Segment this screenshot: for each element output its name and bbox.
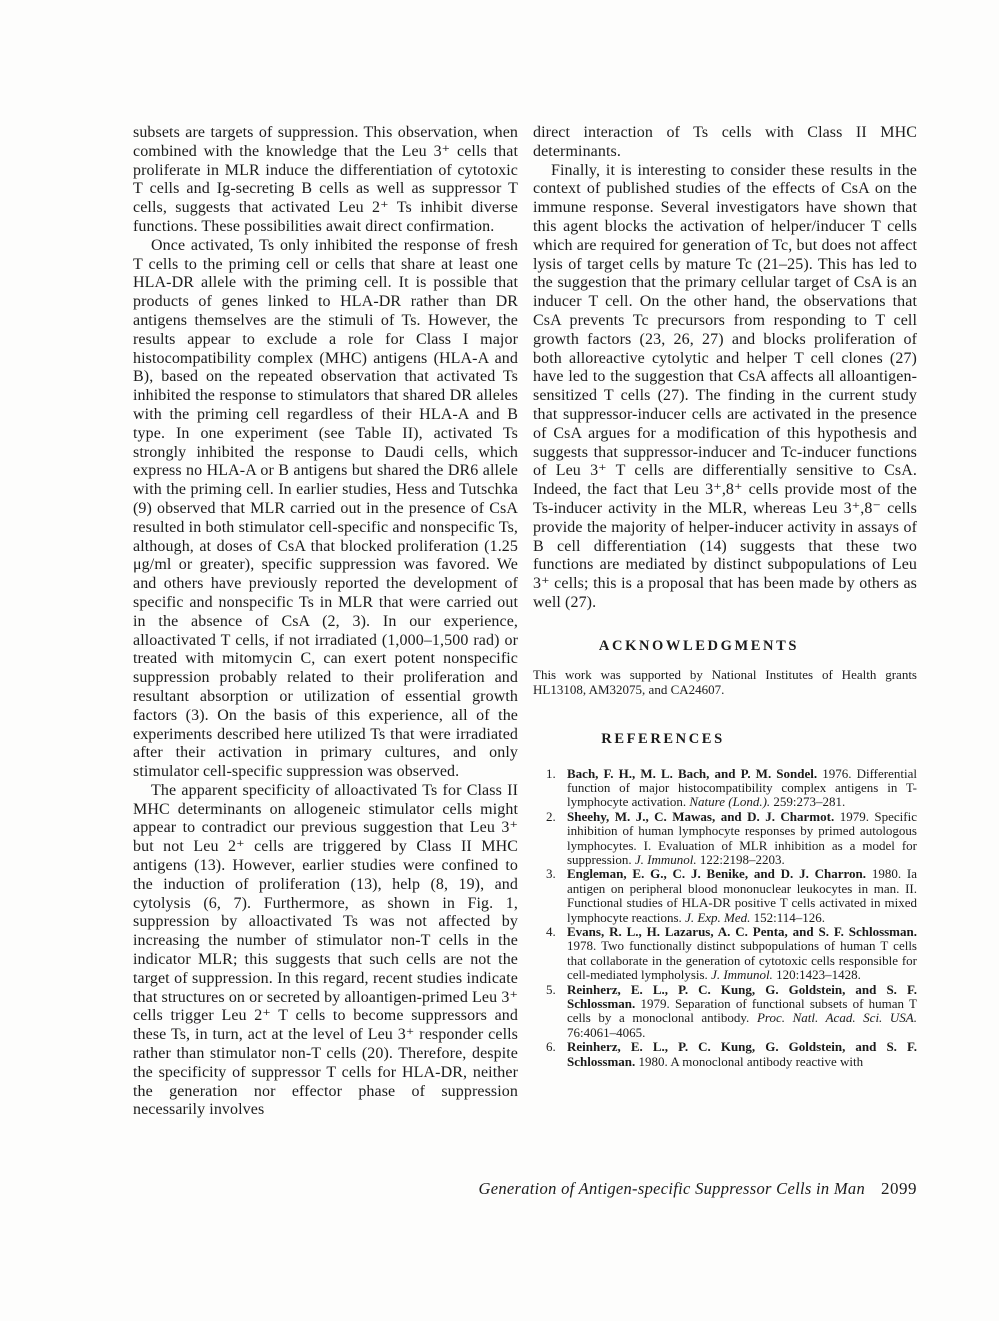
reference-item	[533, 1040, 917, 1069]
paragraph: subsets are targets of suppression. This observation, when combined with the knowledge that the Leu 3⁺ cells that proliferate in MLR induce the differentiation of cytotoxic T cells and Ig-secreting B cells as well as suppressor T cells, suggests that activated Leu 2⁺ Ts inhibit diverse functions. These possibilities await direct confirmation.	[133, 124, 518, 235]
references-heading: REFERENCES	[601, 730, 725, 747]
reference-item	[533, 767, 917, 810]
reference-number: 5.	[546, 981, 556, 997]
paragraph: Once activated, Ts only inhibited the response of fresh T cells to the priming cell or cells that share at least one HLA-DR allele with the priming cell. It is possible that products of genes linked to HLA-DR rather than DR antigens themselves are the stimuli of Ts. However, the results appear to exclude a role for Class I major histocompatibility complex (MHC) antigens (HLA-A and B), based on the repeated observation that activated Ts inhibited the response to stimulators that shared DR alleles with the priming cell regardless of their HLA-A and B type. In one experiment (see Table II), activated Ts strongly inhibited the response to Daudi cells, which express no HLA-A or B antigens but shared the DR6 allele with the priming cell. In earlier studies, Hess and Tutschka (9) observed that MLR carried out in the presence of CsA resulted in both stimulator cell-specific and nonspecific Ts, although, at doses of CsA that blocked proliferation (1.25 μg/ml or greater), specific suppression was favored. We and others have previously reported the development of specific and nonspecific Ts in MLR that were carried out in the absence of CsA (2, 3). In our experience, alloactivated T cells, if not irradiated (1,000–1,500 rad) or treated with mitomycin C, can exert potent nonspecific suppression probably related to their proliferation and resultant absorption or utilization of essential growth factors (3). On the basis of this experience, all of the experiments described here utilized Ts that were irradiated after their activation in primary cultures, and only stimulator cell-specific suppression was observed.	[133, 236, 518, 781]
reference-item	[533, 810, 917, 868]
reference-number: 1.	[546, 765, 556, 781]
running-title: Generation of Antigen-specific Suppressor Cells in Man	[478, 1179, 865, 1198]
left-column	[133, 124, 518, 1120]
reference-number: 3.	[546, 866, 556, 882]
acknowledgments-text: This work was supported by National Institutes of Health grants HL13108, AM32075, and CA24607.	[533, 666, 917, 698]
reference-item	[533, 983, 917, 1041]
page-footer	[479, 1179, 918, 1199]
reference-number: 2.	[546, 808, 556, 824]
paragraph: Finally, it is interesting to consider these results in the context of published studies of the effects of CsA on the immune response. Several investigators have shown that this agent blocks the activation of helper/inducer T cells which are required for generation of Tc, but does not affect lysis of target cells by mature Tc (21–25). This has led to the suggestion that the primary cellular target of CsA is an inducer T cell. On the other hand, the observations that CsA prevents Tc precursors from responding to T cell growth factors (23, 26, 27) and blocks proliferation of both alloreactive cytolytic and helper T cell clones (27) have led to the suggestion that CsA affects all alloantigen-sensitized T cells (27). The finding in the current study that suppressor-inducer cells are activated in the presence of CsA argues for a modification of this hypothesis and suggests that suppressor-inducer and Tc-inducer functions of Leu 3⁺ T cells are differentially sensitive to CsA. Indeed, the fact that Leu 3⁺,8⁺ cells provide most of the Ts-inducer activity in the MLR, whereas Leu 3⁺,8⁻ cells provide the majority of helper-inducer activity in assays of B cell differentiation (14) suggests that these two functions are mediated by distinct subpopulations of Leu 3⁺ cells; this is a proposal that has been made by others as well (27).	[533, 161, 917, 611]
references-list	[533, 767, 917, 1070]
reference-number: 4.	[546, 924, 556, 939]
reference-text: Reinherz, E. L., P. C. Kung, G. Goldstein, and S. F. Schlossman. 1980. A monoclonal antibody reactive with	[567, 1039, 917, 1069]
reference-text: Bach, F. H., M. L. Bach, and P. M. Sondel. 1976. Differential function of major histocompatibility complex antigens in T-lymphocyte activation. Nature (Lond.). 259:273–281.	[567, 765, 917, 810]
reference-text: Evans, R. L., H. Lazarus, A. C. Penta, and S. F. Schlossman. 1978. Two functionally distinct subpopulations of human T cells that collaborate in the generation of cytotoxic cells responsible for cell-mediated lympholysis. J. Immunol. 120:1423–1428.	[567, 924, 917, 983]
paragraph: direct interaction of Ts cells with Class II MHC determinants.	[533, 124, 917, 160]
reference-text: Engleman, E. G., C. J. Benike, and D. J. Charron. 1980. Ia antigen on peripheral blood mononuclear leukocytes in man. II. Functional studies of HLA-DR positive T cells activated in mixed lymphocyte reactions. J. Exp. Med. 152:114–126.	[567, 866, 918, 925]
reference-text: Sheehy, M. J., C. Mawas, and D. J. Charmot. 1979. Specific inhibition of human lymphocyte responses by primed autologous lymphocytes. I. Evaluation of MLR inhibition as a model for suppression. J. Immunol. 122:2198–2203.	[567, 808, 917, 867]
page-number: 2099	[881, 1179, 917, 1198]
reference-item	[533, 867, 917, 925]
reference-text: Reinherz, E. L., P. C. Kung, G. Goldstein, and S. F. Schlossman. 1979. Separation of functional subsets of human T cells by a monoclonal antibody. Proc. Natl. Acad. Sci. USA. 76:4061–4065.	[567, 981, 918, 1040]
acknowledgments-heading: ACKNOWLEDGMENTS	[598, 637, 800, 654]
paragraph: The apparent specificity of alloactivated Ts for Class II MHC determinants on allogeneic stimulator cells might appear to contradict our previous suggestion that Leu 3⁺ but not Leu 2⁺ cells are triggered by Class II MHC antigens (13). However, earlier studies were confined to the induction of proliferation (13), help (8, 19), and cytolysis (6, 7). Furthermore, as shown in Fig. 1, suppression by alloactivated Ts was not affected by increasing the number of stimulator non-T cells in the indicator MLR; this suggests that such cells are not the target of suppression. In this regard, recent studies indicate that structures on or secreted by alloantigen-primed Leu 3⁺ cells trigger Leu 2⁺ T cells to become suppressors and these Ts, in turn, act at the level of Leu 3⁺ responder cells rather than stimulator non-T cells (20). Therefore, despite the specificity of suppressor T cells for HLA-DR, neither the generation nor effector phase of suppression necessarily involves	[133, 781, 518, 1119]
right-column	[533, 124, 917, 1120]
reference-number: 6.	[546, 1039, 556, 1055]
reference-item	[533, 925, 917, 983]
text-columns	[133, 124, 917, 1120]
